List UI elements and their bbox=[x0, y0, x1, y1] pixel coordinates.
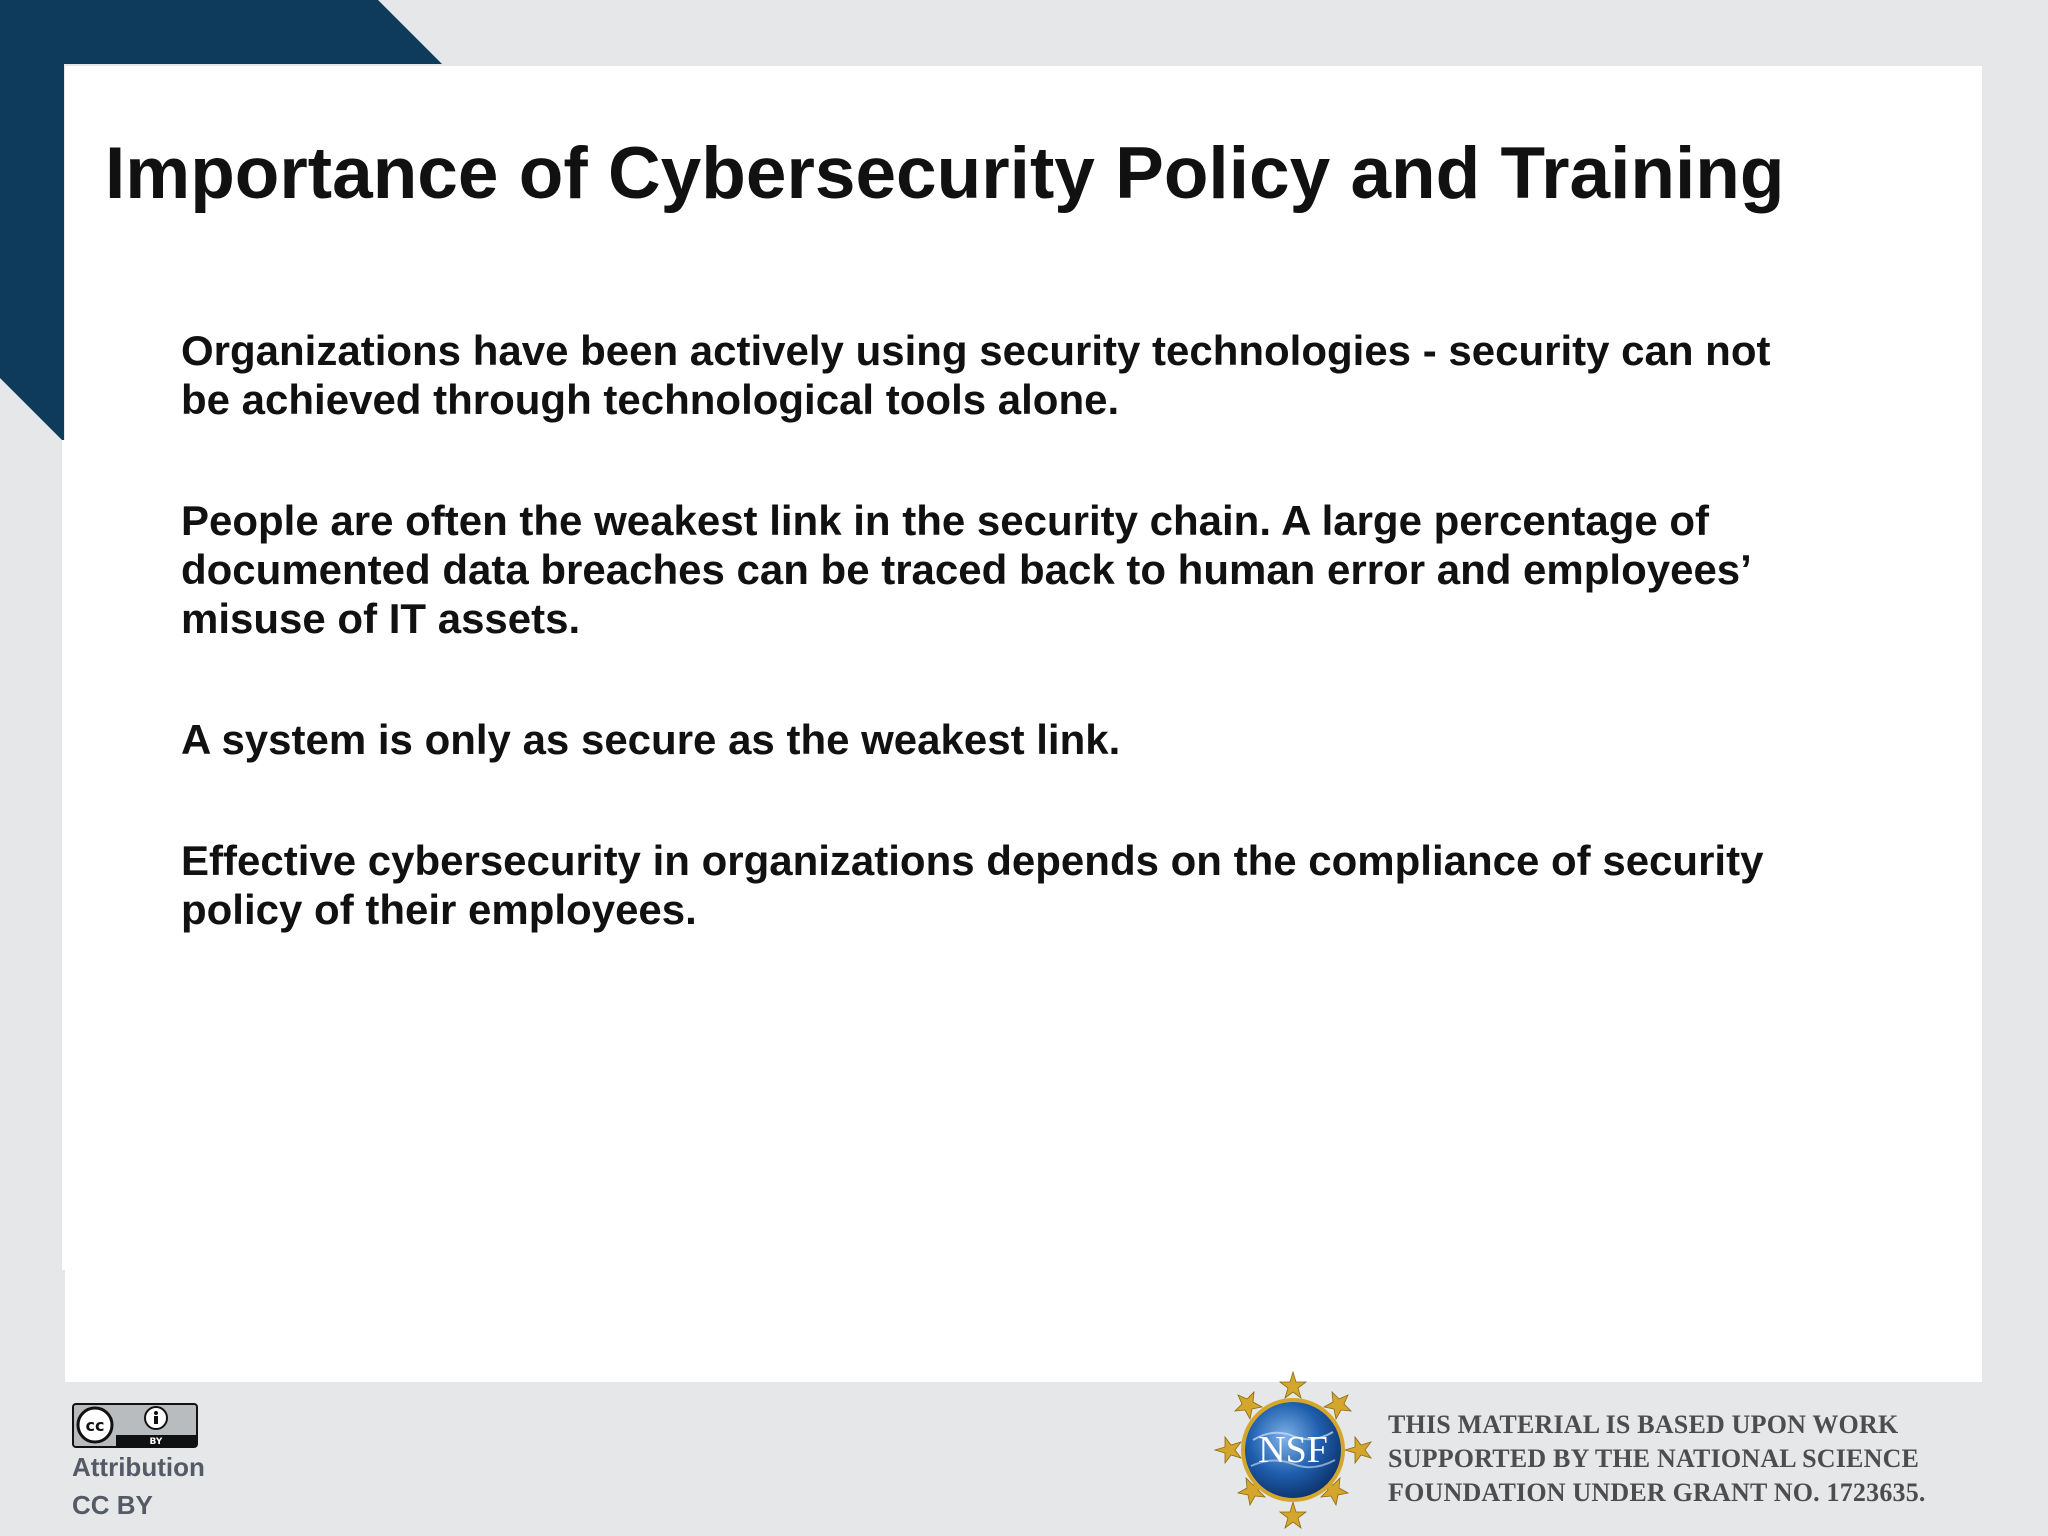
cc-badge-text: BY bbox=[149, 1437, 163, 1447]
bullet-item bbox=[181, 836, 1921, 934]
grant-line: THIS MATERIAL IS BASED UPON WORK bbox=[1388, 1410, 1899, 1439]
bullet-item bbox=[181, 326, 1921, 424]
nsf-logo-text: NSF bbox=[1258, 1429, 1328, 1471]
license-block bbox=[72, 1403, 232, 1524]
slide-title: Importance of Cybersecurity Policy and Training bbox=[105, 133, 1785, 214]
bullet-line: misuse of IT assets. bbox=[181, 595, 581, 642]
panel-edge bbox=[62, 440, 65, 1270]
cc-by-license-icon bbox=[72, 1403, 198, 1448]
bullet-item bbox=[181, 496, 1921, 643]
grant-acknowledgement bbox=[1388, 1408, 1926, 1510]
grant-line: FOUNDATION UNDER GRANT NO. 1723635. bbox=[1388, 1478, 1926, 1507]
license-type-label: CC BY bbox=[72, 1490, 153, 1520]
bullet-line: A system is only as secure as the weakest link. bbox=[181, 716, 1121, 763]
svg-text:cc: cc bbox=[85, 1416, 105, 1435]
bullet-list bbox=[181, 326, 1921, 1006]
license-attribution-label: Attribution bbox=[72, 1452, 205, 1482]
bullet-line: Organizations have been actively using security technologies - security can not bbox=[181, 327, 1771, 374]
bullet-line: documented data breaches can be traced back to human error and employees’ bbox=[181, 546, 1752, 593]
bullet-line: be achieved through technological tools alone. bbox=[181, 376, 1120, 423]
bullet-item bbox=[181, 715, 1921, 764]
grant-line: SUPPORTED BY THE NATIONAL SCIENCE bbox=[1388, 1444, 1920, 1473]
bullet-line: People are often the weakest link in the security chain. A large percentage of bbox=[181, 497, 1710, 544]
bullet-line: Effective cybersecurity in organizations depends on the compliance of security bbox=[181, 837, 1764, 884]
nsf-logo-icon bbox=[1213, 1370, 1373, 1530]
bullet-line: policy of their employees. bbox=[181, 886, 697, 933]
